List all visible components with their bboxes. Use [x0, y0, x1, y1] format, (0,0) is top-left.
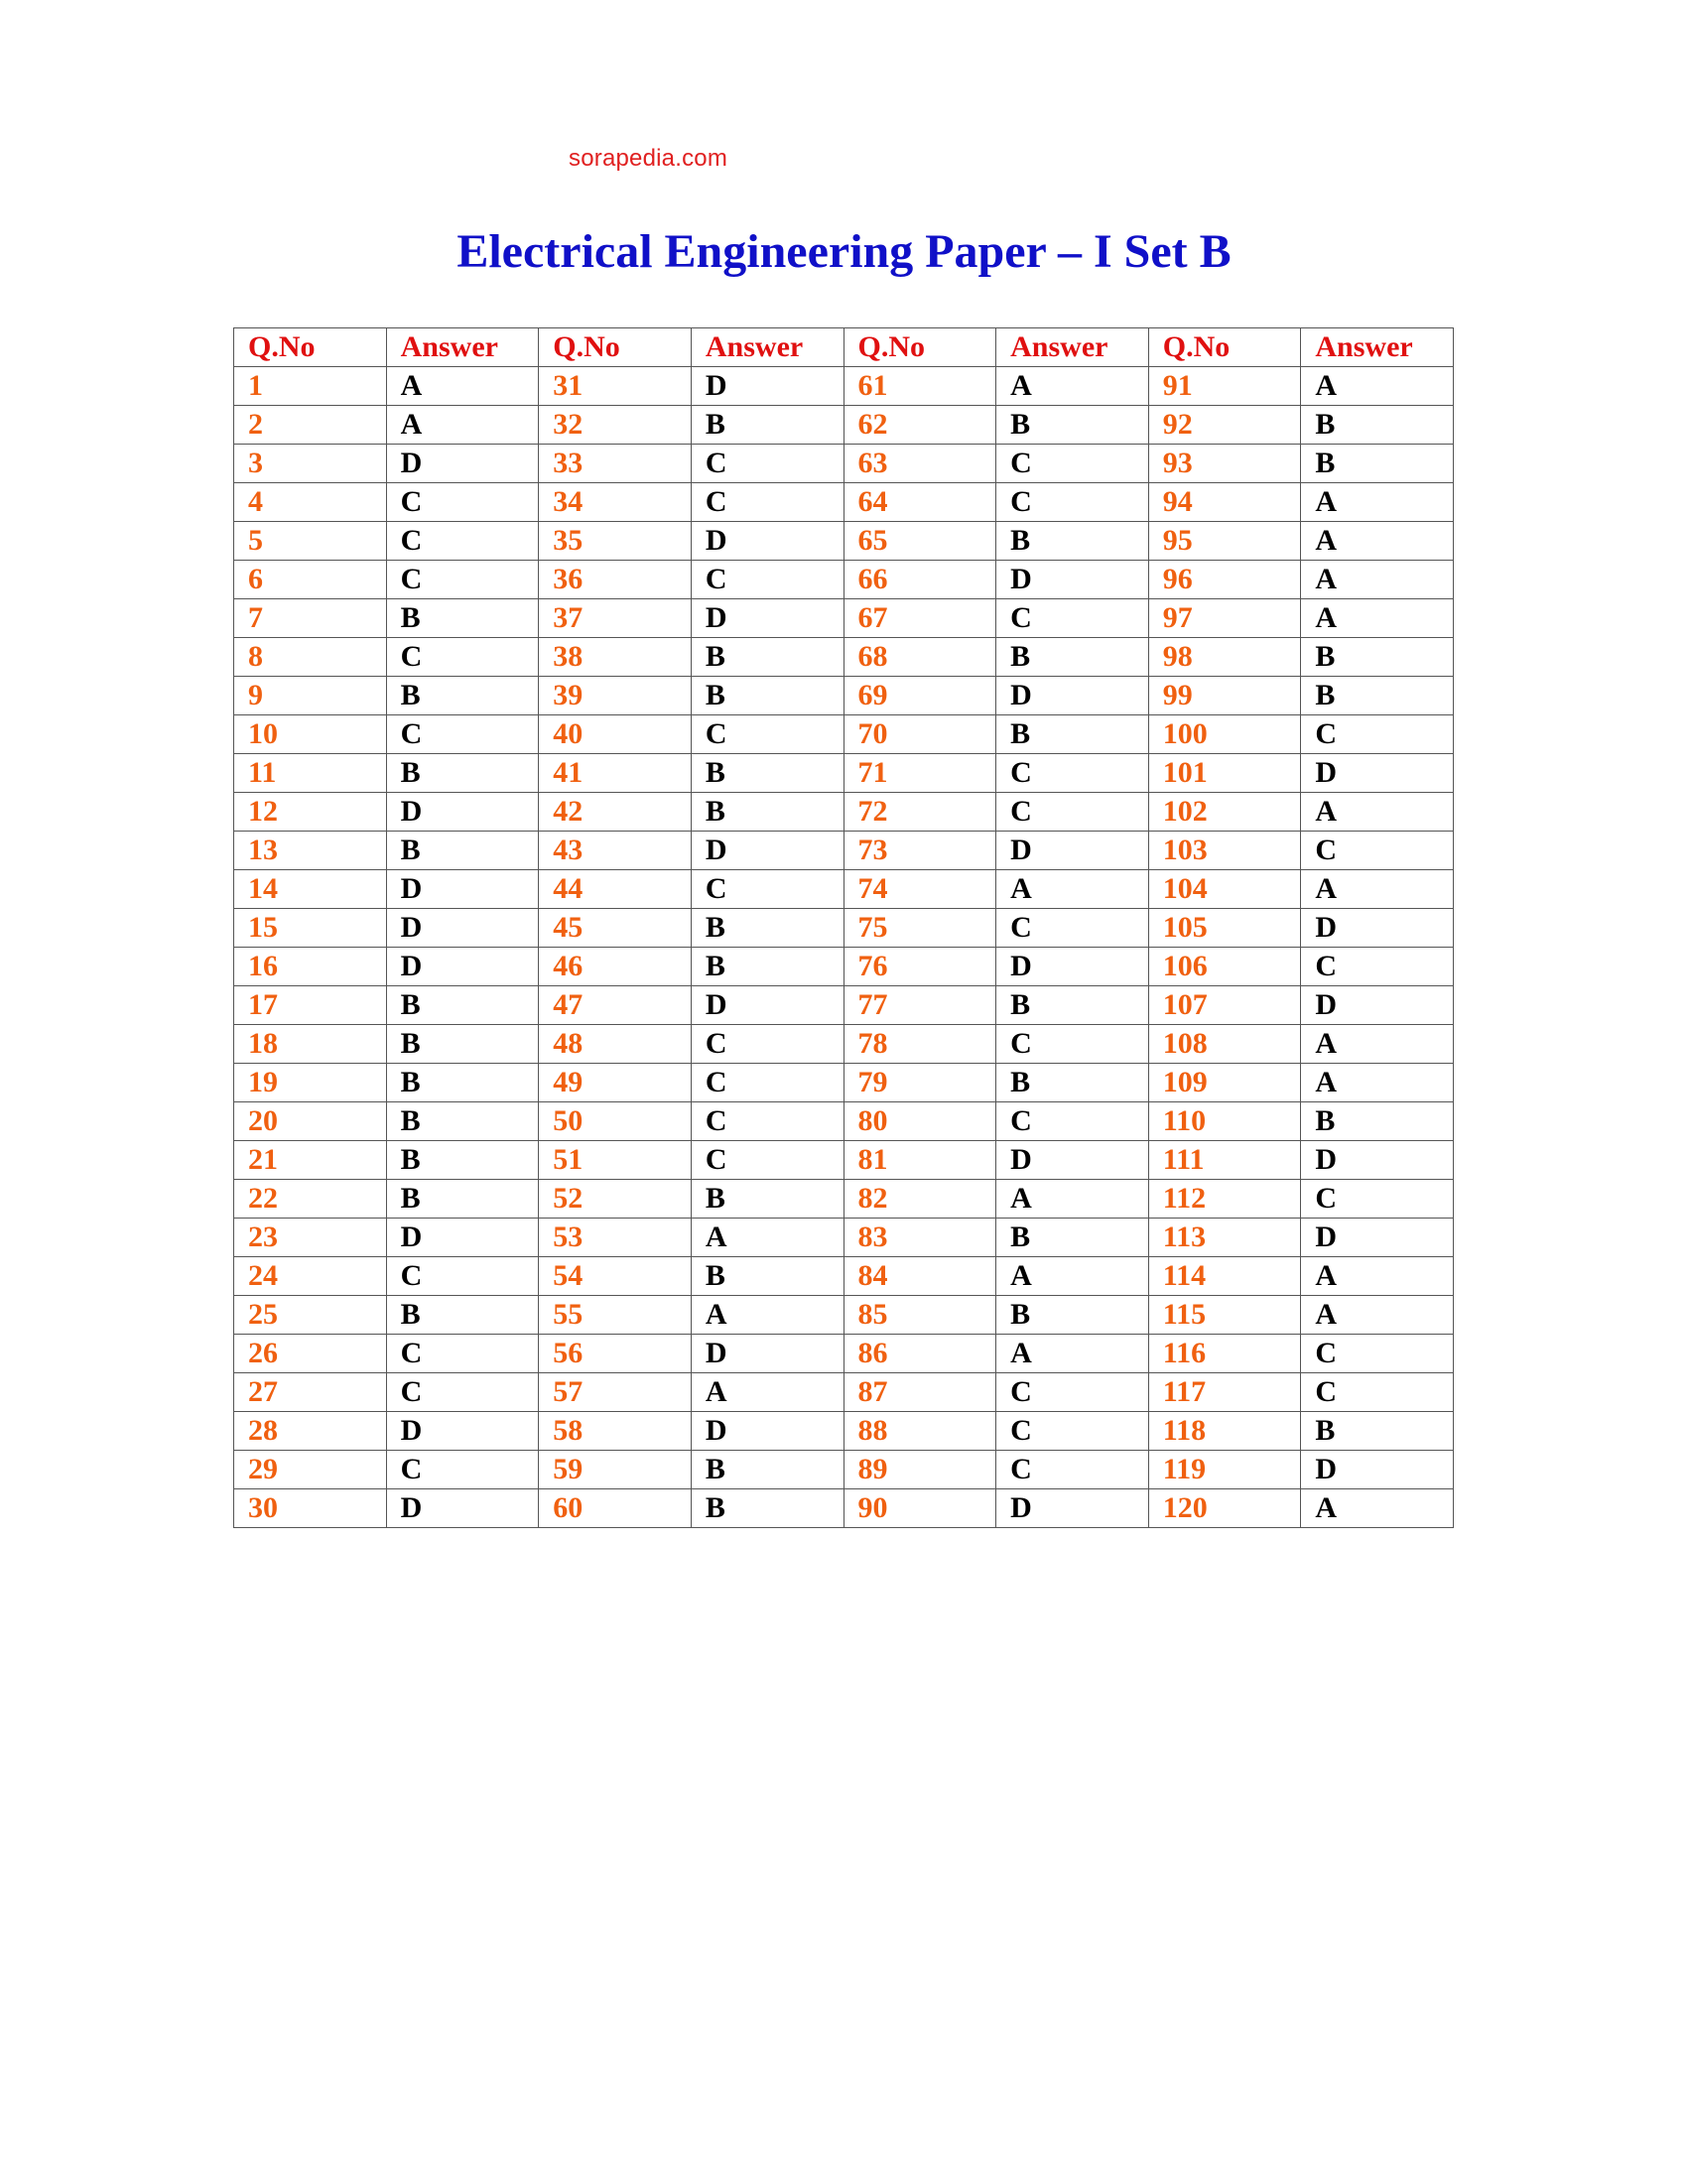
answer-cell: B — [691, 793, 844, 832]
header-qno: Q.No — [234, 328, 387, 367]
table-row — [234, 1025, 1454, 1064]
question-number-cell: 75 — [844, 909, 996, 948]
question-number-cell: 94 — [1148, 483, 1301, 522]
answer-cell: B — [386, 1141, 539, 1180]
answer-cell: C — [691, 483, 844, 522]
question-number-cell: 61 — [844, 367, 996, 406]
question-number-cell: 111 — [1148, 1141, 1301, 1180]
header-answer: Answer — [1301, 328, 1454, 367]
answer-cell: B — [691, 1257, 844, 1296]
question-number-cell: 43 — [539, 832, 692, 870]
question-number-cell: 73 — [844, 832, 996, 870]
question-number-cell: 45 — [539, 909, 692, 948]
answer-cell: B — [1301, 1102, 1454, 1141]
question-number-cell: 103 — [1148, 832, 1301, 870]
question-number-cell: 29 — [234, 1451, 387, 1489]
answer-cell: B — [996, 522, 1149, 561]
answer-cell: B — [996, 1296, 1149, 1335]
question-number-cell: 50 — [539, 1102, 692, 1141]
answer-cell: B — [691, 1451, 844, 1489]
answer-cell: A — [1301, 483, 1454, 522]
question-number-cell: 68 — [844, 638, 996, 677]
question-number-cell: 12 — [234, 793, 387, 832]
answer-cell: C — [996, 793, 1149, 832]
table-row — [234, 1412, 1454, 1451]
answer-cell: C — [996, 909, 1149, 948]
answer-cell: D — [1301, 1451, 1454, 1489]
question-number-cell: 84 — [844, 1257, 996, 1296]
table-row — [234, 832, 1454, 870]
table-row — [234, 1257, 1454, 1296]
answer-cell: C — [1301, 1335, 1454, 1373]
answer-cell: A — [1301, 1489, 1454, 1528]
answer-cell: C — [691, 1141, 844, 1180]
question-number-cell: 81 — [844, 1141, 996, 1180]
question-number-cell: 65 — [844, 522, 996, 561]
answer-cell: C — [691, 1025, 844, 1064]
question-number-cell: 105 — [1148, 909, 1301, 948]
answer-cell: A — [1301, 793, 1454, 832]
answer-cell: A — [1301, 1025, 1454, 1064]
answer-cell: D — [386, 909, 539, 948]
question-number-cell: 54 — [539, 1257, 692, 1296]
header-answer: Answer — [386, 328, 539, 367]
question-number-cell: 112 — [1148, 1180, 1301, 1219]
answer-cell: B — [386, 754, 539, 793]
answer-cell: D — [691, 367, 844, 406]
answer-cell: A — [386, 367, 539, 406]
answer-cell: C — [996, 1412, 1149, 1451]
answer-cell: D — [1301, 986, 1454, 1025]
question-number-cell: 92 — [1148, 406, 1301, 445]
table-row — [234, 638, 1454, 677]
answer-cell: B — [386, 832, 539, 870]
answer-cell: D — [386, 793, 539, 832]
question-number-cell: 48 — [539, 1025, 692, 1064]
question-number-cell: 66 — [844, 561, 996, 599]
question-number-cell: 98 — [1148, 638, 1301, 677]
answer-cell: D — [386, 1412, 539, 1451]
question-number-cell: 28 — [234, 1412, 387, 1451]
answer-cell: C — [996, 1451, 1149, 1489]
question-number-cell: 49 — [539, 1064, 692, 1102]
question-number-cell: 60 — [539, 1489, 692, 1528]
question-number-cell: 51 — [539, 1141, 692, 1180]
answer-cell: A — [996, 870, 1149, 909]
table-row — [234, 1296, 1454, 1335]
answer-cell: A — [1301, 522, 1454, 561]
answer-cell: A — [1301, 1296, 1454, 1335]
answer-cell: C — [996, 1102, 1149, 1141]
answer-cell: D — [1301, 754, 1454, 793]
table-row — [234, 561, 1454, 599]
answer-cell: C — [386, 638, 539, 677]
answer-cell: D — [1301, 909, 1454, 948]
answer-cell: B — [691, 909, 844, 948]
question-number-cell: 117 — [1148, 1373, 1301, 1412]
question-number-cell: 64 — [844, 483, 996, 522]
answer-cell: B — [1301, 677, 1454, 715]
table-row — [234, 406, 1454, 445]
question-number-cell: 8 — [234, 638, 387, 677]
answer-cell: D — [996, 832, 1149, 870]
page-title: Electrical Engineering Paper – I Set B — [456, 225, 1232, 278]
answer-cell: D — [996, 948, 1149, 986]
table-row — [234, 793, 1454, 832]
question-number-cell: 38 — [539, 638, 692, 677]
header-qno: Q.No — [1148, 328, 1301, 367]
answer-cell: D — [691, 1335, 844, 1373]
question-number-cell: 14 — [234, 870, 387, 909]
answer-cell: C — [1301, 1180, 1454, 1219]
answer-cell: A — [996, 367, 1149, 406]
watermark-text: sorapedia.com — [569, 145, 728, 172]
table-row — [234, 1102, 1454, 1141]
answer-cell: B — [1301, 406, 1454, 445]
question-number-cell: 20 — [234, 1102, 387, 1141]
question-number-cell: 25 — [234, 1296, 387, 1335]
answer-cell: B — [996, 715, 1149, 754]
question-number-cell: 101 — [1148, 754, 1301, 793]
question-number-cell: 82 — [844, 1180, 996, 1219]
question-number-cell: 58 — [539, 1412, 692, 1451]
question-number-cell: 115 — [1148, 1296, 1301, 1335]
question-number-cell: 96 — [1148, 561, 1301, 599]
answer-cell: B — [1301, 638, 1454, 677]
question-number-cell: 95 — [1148, 522, 1301, 561]
question-number-cell: 13 — [234, 832, 387, 870]
question-number-cell: 71 — [844, 754, 996, 793]
answer-cell: C — [386, 522, 539, 561]
question-number-cell: 114 — [1148, 1257, 1301, 1296]
table-row — [234, 1335, 1454, 1373]
question-number-cell: 56 — [539, 1335, 692, 1373]
answer-cell: B — [996, 638, 1149, 677]
answer-cell: D — [691, 832, 844, 870]
answer-cell: A — [1301, 1064, 1454, 1102]
question-number-cell: 53 — [539, 1219, 692, 1257]
question-number-cell: 86 — [844, 1335, 996, 1373]
question-number-cell: 39 — [539, 677, 692, 715]
question-number-cell: 67 — [844, 599, 996, 638]
answer-cell: B — [691, 1489, 844, 1528]
table-row — [234, 1064, 1454, 1102]
question-number-cell: 62 — [844, 406, 996, 445]
table-row — [234, 1489, 1454, 1528]
answer-cell: B — [386, 1102, 539, 1141]
table-row — [234, 1141, 1454, 1180]
answer-cell: D — [996, 1489, 1149, 1528]
table-row — [234, 367, 1454, 406]
answer-cell: A — [1301, 367, 1454, 406]
answer-cell: C — [996, 754, 1149, 793]
table-row — [234, 948, 1454, 986]
question-number-cell: 88 — [844, 1412, 996, 1451]
question-number-cell: 110 — [1148, 1102, 1301, 1141]
table-row — [234, 1180, 1454, 1219]
question-number-cell: 5 — [234, 522, 387, 561]
question-number-cell: 59 — [539, 1451, 692, 1489]
question-number-cell: 19 — [234, 1064, 387, 1102]
question-number-cell: 7 — [234, 599, 387, 638]
question-number-cell: 52 — [539, 1180, 692, 1219]
question-number-cell: 22 — [234, 1180, 387, 1219]
question-number-cell: 34 — [539, 483, 692, 522]
question-number-cell: 3 — [234, 445, 387, 483]
table-row — [234, 522, 1454, 561]
answer-cell: D — [386, 1489, 539, 1528]
answer-cell: D — [1301, 1141, 1454, 1180]
answer-cell: B — [691, 406, 844, 445]
answer-cell: C — [386, 715, 539, 754]
question-number-cell: 109 — [1148, 1064, 1301, 1102]
table-row — [234, 677, 1454, 715]
question-number-cell: 70 — [844, 715, 996, 754]
question-number-cell: 80 — [844, 1102, 996, 1141]
answer-cell: C — [691, 561, 844, 599]
answer-cell: D — [996, 1141, 1149, 1180]
answer-cell: D — [691, 522, 844, 561]
question-number-cell: 76 — [844, 948, 996, 986]
answer-cell: B — [1301, 445, 1454, 483]
question-number-cell: 6 — [234, 561, 387, 599]
table-row — [234, 754, 1454, 793]
answer-cell: B — [691, 677, 844, 715]
question-number-cell: 79 — [844, 1064, 996, 1102]
answer-cell: C — [691, 1102, 844, 1141]
answer-cell: D — [691, 1412, 844, 1451]
question-number-cell: 87 — [844, 1373, 996, 1412]
answer-cell: A — [996, 1335, 1149, 1373]
table-row — [234, 599, 1454, 638]
question-number-cell: 17 — [234, 986, 387, 1025]
answer-key-table — [233, 327, 1454, 1528]
question-number-cell: 97 — [1148, 599, 1301, 638]
answer-cell: D — [691, 986, 844, 1025]
answer-cell: C — [386, 483, 539, 522]
header-answer: Answer — [996, 328, 1149, 367]
table-row — [234, 483, 1454, 522]
answer-cell: B — [386, 1296, 539, 1335]
answer-cell: C — [691, 1064, 844, 1102]
table-header — [234, 328, 1454, 367]
answer-cell: A — [691, 1373, 844, 1412]
question-number-cell: 2 — [234, 406, 387, 445]
answer-cell: A — [1301, 599, 1454, 638]
answer-cell: C — [691, 870, 844, 909]
table-row — [234, 445, 1454, 483]
answer-cell: C — [386, 1335, 539, 1373]
answer-cell: A — [996, 1257, 1149, 1296]
answer-cell: C — [386, 561, 539, 599]
answer-cell: A — [1301, 1257, 1454, 1296]
question-number-cell: 69 — [844, 677, 996, 715]
question-number-cell: 55 — [539, 1296, 692, 1335]
question-number-cell: 106 — [1148, 948, 1301, 986]
question-number-cell: 72 — [844, 793, 996, 832]
answer-cell: C — [1301, 832, 1454, 870]
answer-cell: D — [386, 445, 539, 483]
question-number-cell: 37 — [539, 599, 692, 638]
answer-cell: C — [386, 1373, 539, 1412]
question-number-cell: 90 — [844, 1489, 996, 1528]
answer-cell: B — [691, 1180, 844, 1219]
answer-cell: B — [386, 677, 539, 715]
answer-cell: D — [386, 870, 539, 909]
question-number-cell: 116 — [1148, 1335, 1301, 1373]
answer-cell: C — [386, 1451, 539, 1489]
answer-cell: B — [691, 948, 844, 986]
answer-cell: A — [691, 1219, 844, 1257]
question-number-cell: 26 — [234, 1335, 387, 1373]
answer-cell: C — [996, 445, 1149, 483]
question-number-cell: 47 — [539, 986, 692, 1025]
answer-cell: B — [386, 599, 539, 638]
question-number-cell: 21 — [234, 1141, 387, 1180]
question-number-cell: 74 — [844, 870, 996, 909]
answer-cell: A — [386, 406, 539, 445]
answer-cell: D — [996, 677, 1149, 715]
question-number-cell: 18 — [234, 1025, 387, 1064]
answer-cell: B — [691, 638, 844, 677]
answer-cell: B — [996, 1219, 1149, 1257]
question-number-cell: 108 — [1148, 1025, 1301, 1064]
question-number-cell: 119 — [1148, 1451, 1301, 1489]
answer-cell: C — [1301, 948, 1454, 986]
answer-cell: B — [386, 1025, 539, 1064]
answer-cell: D — [1301, 1219, 1454, 1257]
table-row — [234, 1373, 1454, 1412]
answer-cell: C — [1301, 1373, 1454, 1412]
question-number-cell: 1 — [234, 367, 387, 406]
question-number-cell: 4 — [234, 483, 387, 522]
question-number-cell: 9 — [234, 677, 387, 715]
table-row — [234, 1451, 1454, 1489]
answer-cell: B — [996, 406, 1149, 445]
answer-cell: C — [996, 483, 1149, 522]
question-number-cell: 113 — [1148, 1219, 1301, 1257]
answer-cell: B — [386, 986, 539, 1025]
question-number-cell: 35 — [539, 522, 692, 561]
answer-cell: B — [386, 1180, 539, 1219]
answer-cell: D — [386, 1219, 539, 1257]
answer-cell: B — [996, 986, 1149, 1025]
answer-cell: A — [1301, 561, 1454, 599]
table-row — [234, 986, 1454, 1025]
question-number-cell: 44 — [539, 870, 692, 909]
question-number-cell: 15 — [234, 909, 387, 948]
question-number-cell: 85 — [844, 1296, 996, 1335]
question-number-cell: 63 — [844, 445, 996, 483]
question-number-cell: 40 — [539, 715, 692, 754]
answer-cell: B — [386, 1064, 539, 1102]
question-number-cell: 102 — [1148, 793, 1301, 832]
answer-cell: C — [1301, 715, 1454, 754]
question-number-cell: 16 — [234, 948, 387, 986]
table-row — [234, 1219, 1454, 1257]
question-number-cell: 100 — [1148, 715, 1301, 754]
header-row — [234, 328, 1454, 367]
question-number-cell: 36 — [539, 561, 692, 599]
question-number-cell: 57 — [539, 1373, 692, 1412]
question-number-cell: 31 — [539, 367, 692, 406]
answer-cell: B — [996, 1064, 1149, 1102]
answer-cell: A — [996, 1180, 1149, 1219]
question-number-cell: 104 — [1148, 870, 1301, 909]
question-number-cell: 42 — [539, 793, 692, 832]
header-qno: Q.No — [844, 328, 996, 367]
question-number-cell: 118 — [1148, 1412, 1301, 1451]
table-row — [234, 870, 1454, 909]
question-number-cell: 91 — [1148, 367, 1301, 406]
answer-cell: D — [691, 599, 844, 638]
question-number-cell: 99 — [1148, 677, 1301, 715]
answer-cell: A — [1301, 870, 1454, 909]
question-number-cell: 32 — [539, 406, 692, 445]
question-number-cell: 30 — [234, 1489, 387, 1528]
question-number-cell: 41 — [539, 754, 692, 793]
question-number-cell: 24 — [234, 1257, 387, 1296]
question-number-cell: 33 — [539, 445, 692, 483]
answer-cell: D — [996, 561, 1149, 599]
header-qno: Q.No — [539, 328, 692, 367]
question-number-cell: 107 — [1148, 986, 1301, 1025]
question-number-cell: 93 — [1148, 445, 1301, 483]
answer-cell: C — [996, 1025, 1149, 1064]
header-answer: Answer — [691, 328, 844, 367]
table-row — [234, 909, 1454, 948]
table-row — [234, 715, 1454, 754]
question-number-cell: 78 — [844, 1025, 996, 1064]
table-body — [234, 367, 1454, 1528]
answer-cell: B — [1301, 1412, 1454, 1451]
answer-cell: B — [691, 754, 844, 793]
answer-cell: C — [691, 445, 844, 483]
answer-cell: C — [996, 1373, 1149, 1412]
answer-cell: C — [691, 715, 844, 754]
question-number-cell: 27 — [234, 1373, 387, 1412]
answer-cell: A — [691, 1296, 844, 1335]
question-number-cell: 83 — [844, 1219, 996, 1257]
question-number-cell: 77 — [844, 986, 996, 1025]
question-number-cell: 46 — [539, 948, 692, 986]
answer-cell: D — [386, 948, 539, 986]
answer-cell: C — [996, 599, 1149, 638]
question-number-cell: 10 — [234, 715, 387, 754]
question-number-cell: 120 — [1148, 1489, 1301, 1528]
question-number-cell: 89 — [844, 1451, 996, 1489]
question-number-cell: 11 — [234, 754, 387, 793]
question-number-cell: 23 — [234, 1219, 387, 1257]
answer-cell: C — [386, 1257, 539, 1296]
